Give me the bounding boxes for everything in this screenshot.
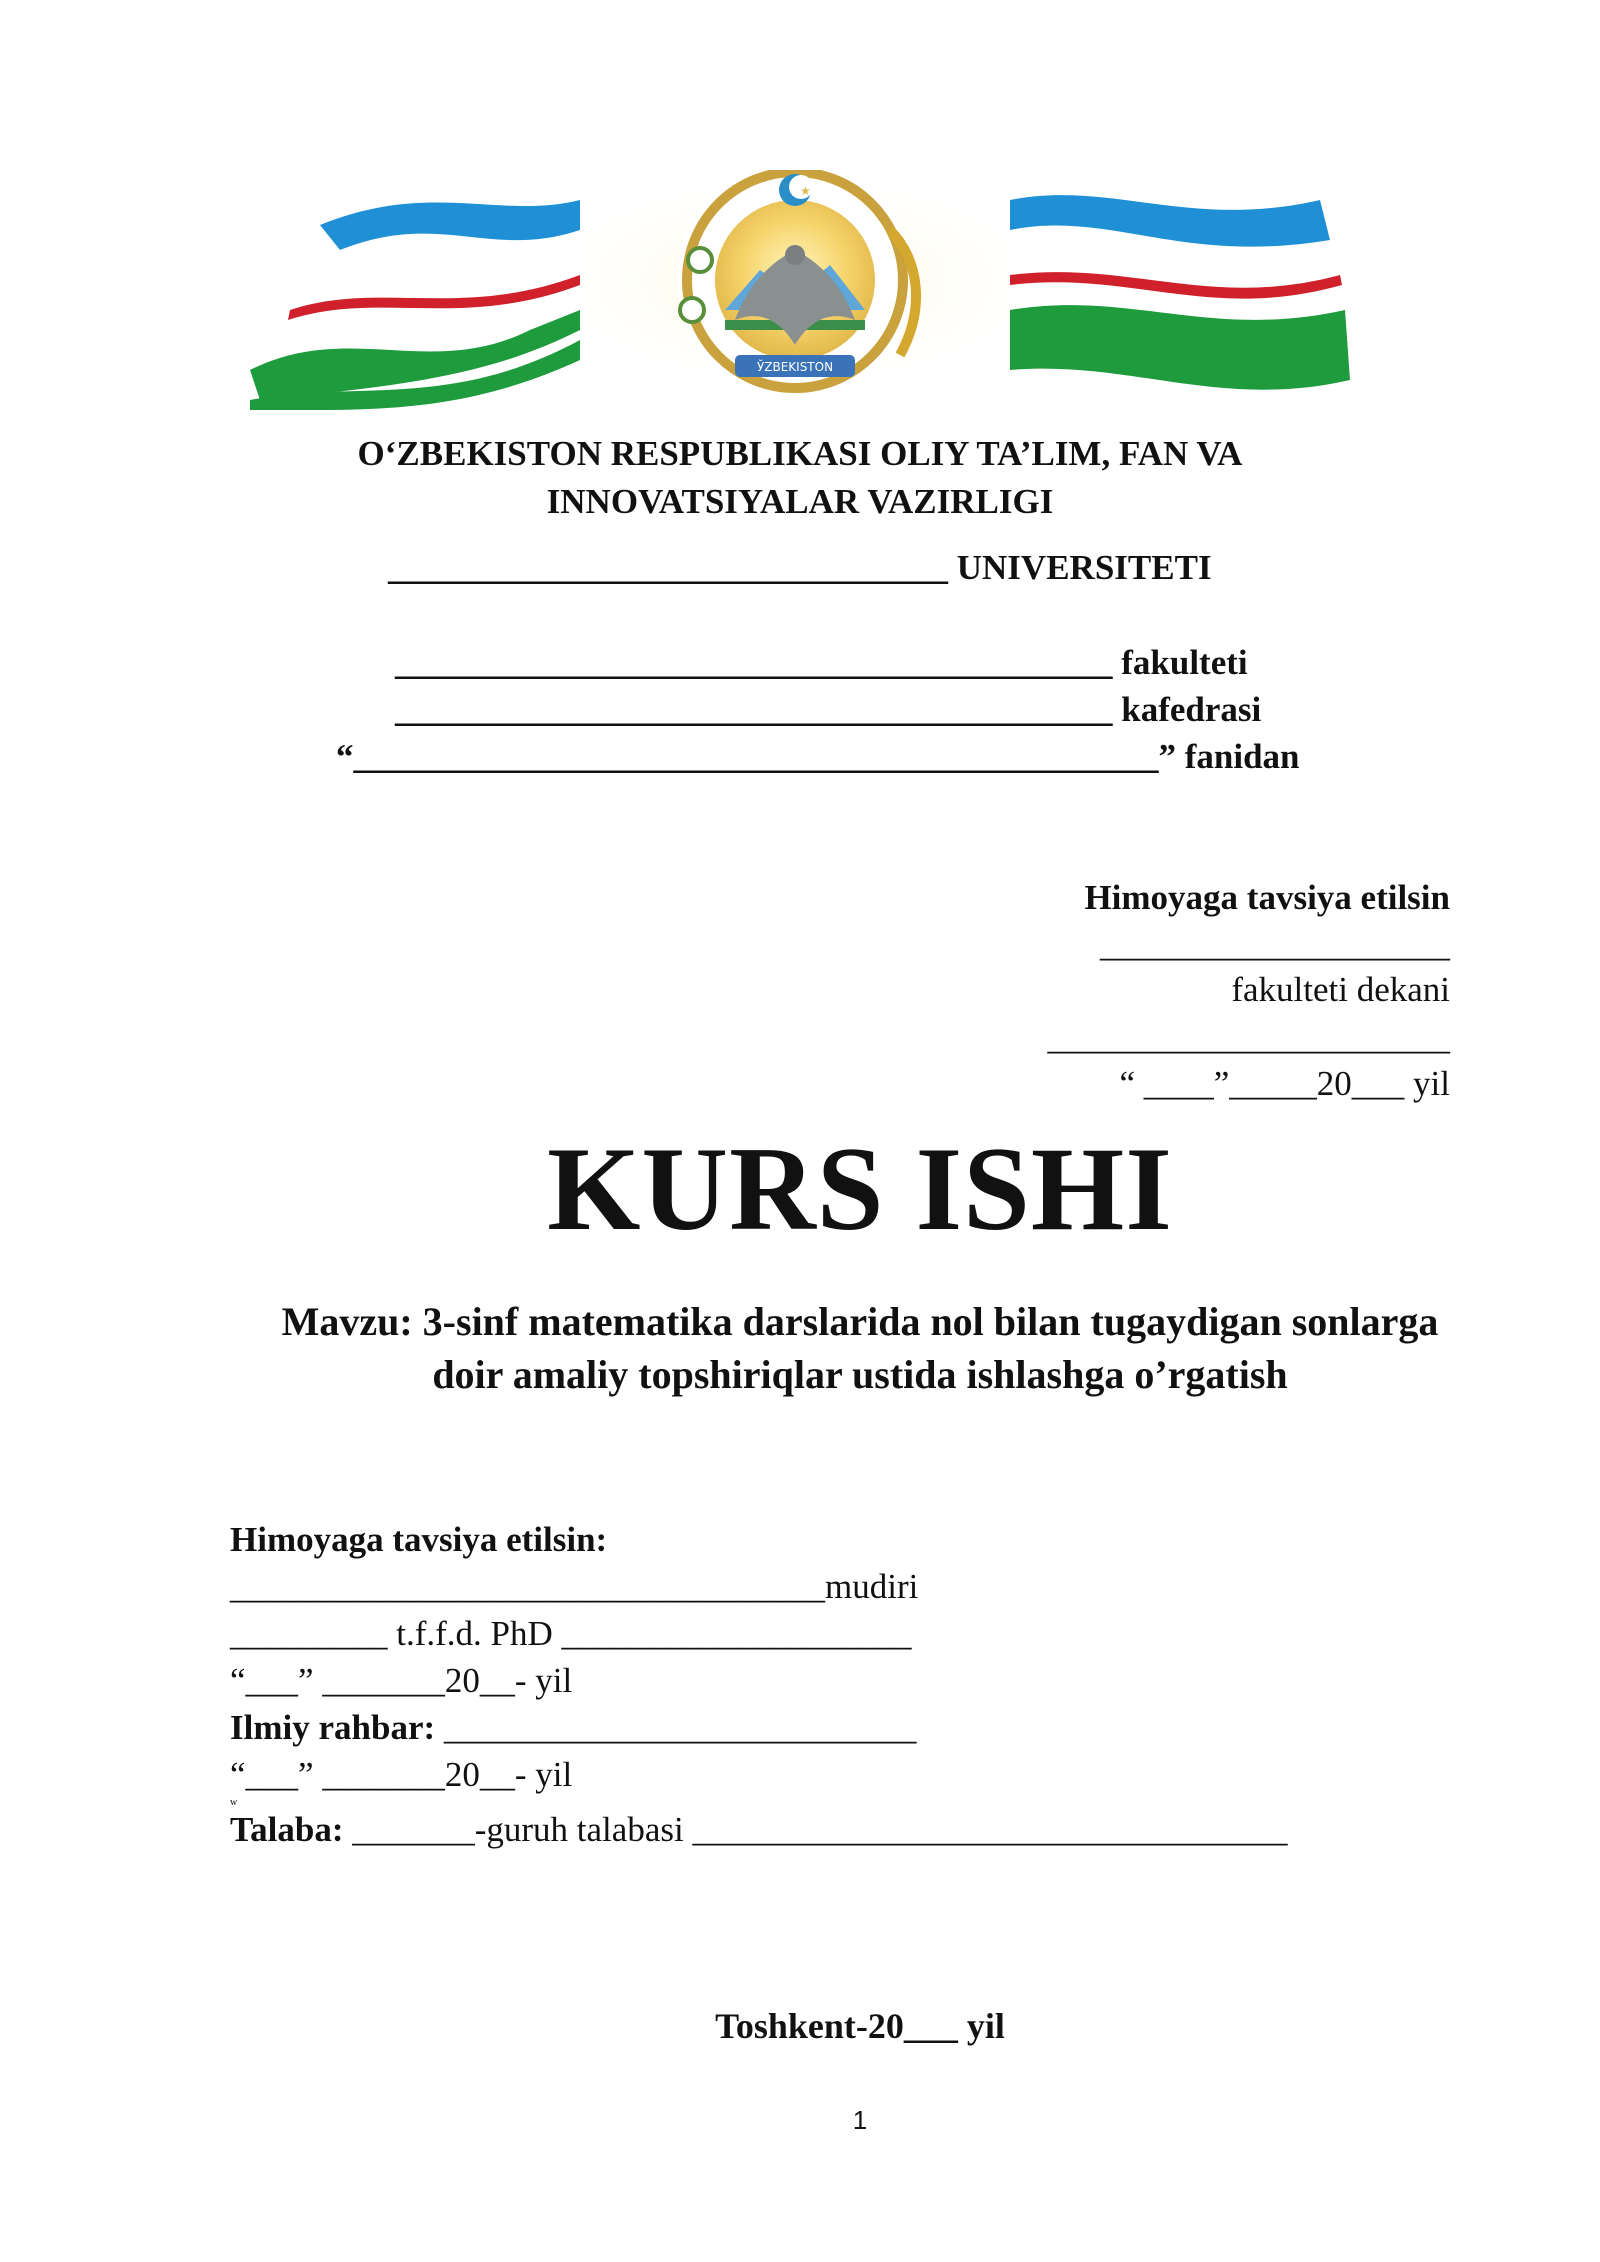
supervisor-label: Ilmiy rahbar: — [230, 1708, 436, 1747]
approval-heading-top: Himoyaga tavsiya etilsin — [1084, 878, 1450, 917]
city-year: Toshkent-20___ yil — [715, 2006, 1005, 2046]
subject-line: “______________________________________________” fanidan — [336, 737, 1300, 776]
approval-date-2: “___” _______20__- yil — [230, 1755, 573, 1794]
svg-text:★: ★ — [800, 184, 811, 198]
state-emblem-with-flag — [230, 170, 1360, 410]
faculty-line: _________________________________________ fakulteti — [395, 643, 1248, 682]
approval-blank-2: _______________________ — [1047, 1018, 1450, 1057]
emblem-ribbon-text: ЎZBEKISTON — [756, 360, 834, 374]
student-details: _______-guruh talabasi __________________________________ — [343, 1810, 1288, 1849]
approval-date-1: “___” _______20__- yil — [230, 1661, 573, 1700]
ministry-line-1: O‘ZBEKISTON RESPUBLIKASI OLIY TA’LIM, FAN VA — [357, 434, 1243, 473]
page-number: 1 — [852, 2105, 868, 2135]
dean-label: fakulteti dekani — [1231, 970, 1450, 1009]
approval-date-top: “ ____”_____20___ yil — [1119, 1064, 1450, 1103]
supervisor-line — [230, 1708, 916, 1748]
university-line: ________________________________ UNIVERSITETI — [388, 548, 1212, 587]
degree-line: _________ t.f.f.d. PhD ____________________ — [230, 1614, 912, 1653]
document-title: KURS ISHI — [547, 1122, 1173, 1255]
supervisor-blank: ___________________________ — [435, 1708, 917, 1747]
department-line: _________________________________________ kafedrasi — [395, 690, 1262, 729]
topic-line-2: doir amaliy topshiriqlar ustida ishlashga o’rgatish — [432, 1352, 1288, 1397]
topic-line-1: Mavzu: 3-sinf matematika darslarida nol bilan tugaydigan sonlarga — [281, 1299, 1439, 1344]
topic — [200, 1295, 1520, 1401]
approval-blank-1: ____________________ — [1100, 925, 1450, 964]
student-line — [230, 1810, 1287, 1850]
head-of-department-line: __________________________________mudiri — [230, 1567, 919, 1606]
approval-heading-bottom: Himoyaga tavsiya etilsin: — [230, 1520, 608, 1559]
student-label: Talaba: — [230, 1810, 344, 1849]
tiny-mark: w — [230, 1797, 238, 1808]
ministry-line-2: INNOVATSIYALAR VAZIRLIGI — [546, 482, 1054, 521]
